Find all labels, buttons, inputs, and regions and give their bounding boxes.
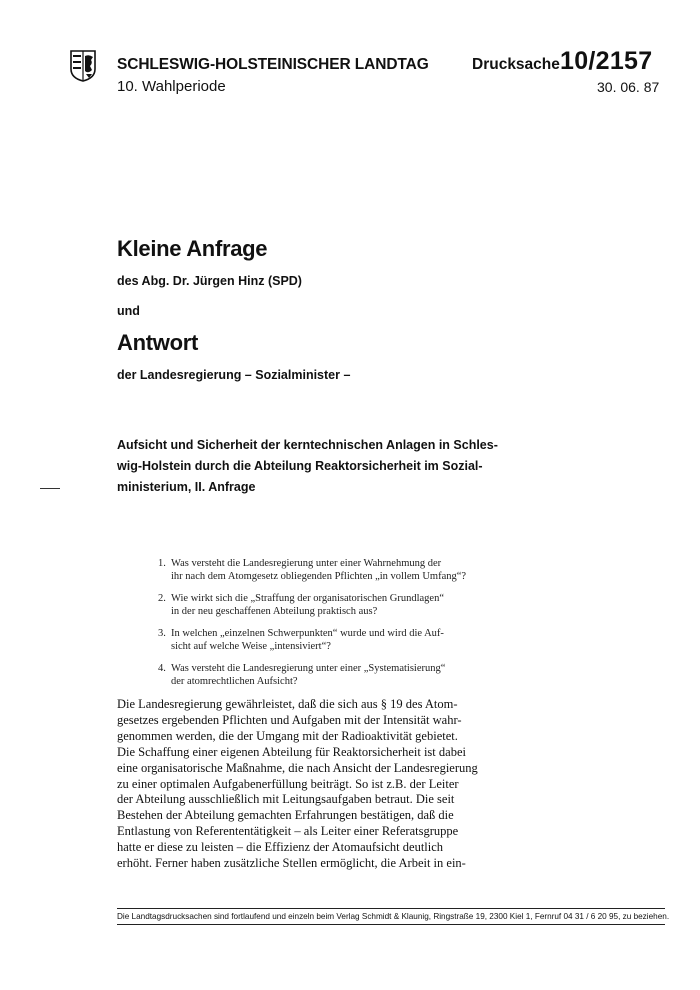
- answer-line: Entlastung von Referententätigkeit – als Leiter einer Referatsgruppe: [117, 824, 459, 839]
- footer-rule-bottom: [117, 924, 665, 925]
- question-item: [158, 593, 478, 618]
- footer-rule-top: [117, 908, 665, 909]
- question-line: ihr nach dem Atomgesetz obliegenden Pflichten „in vollem Umfang“?: [171, 570, 467, 582]
- question-line: In welchen „einzelnen Schwerpunkten“ wurde und wird die Auf-: [171, 628, 444, 639]
- organization-name: SCHLESWIG-HOLSTEINISCHER LANDTAG: [117, 56, 429, 73]
- heading-antwort: Antwort: [117, 330, 198, 355]
- question-item: [158, 628, 478, 653]
- question-line: Wie wirkt sich die „Straffung der organisatorischen Grundlagen“: [171, 593, 444, 604]
- question-number: 3.: [158, 628, 166, 639]
- margin-mark: [40, 488, 60, 489]
- question-line: der atomrechtlichen Aufsicht?: [171, 675, 298, 687]
- question-line: Was versteht die Landesregierung unter einer „Systematisierung“: [171, 663, 446, 674]
- inquirer-line: des Abg. Dr. Jürgen Hinz (SPD): [117, 274, 302, 288]
- drucksache-number: 10/2157: [560, 47, 653, 75]
- answer-line: erhöht. Ferner haben zusätzliche Stellen ermöglicht, die Arbeit in ein-: [117, 856, 466, 871]
- subject-block: [117, 435, 498, 498]
- question-number: 2.: [158, 593, 166, 604]
- answer-line: zu einer optimalen Aufgabenerfüllung beiträgt. So ist z.B. der Leiter: [117, 776, 459, 791]
- answer-line: der Abteilung ausschließlich mit Leitungsaufgaben betraut. Die seit: [117, 792, 455, 807]
- answer-line: gesetzes ergebenden Pflichten und Aufgaben mit der Intensität wahr-: [117, 712, 462, 727]
- question-line: sicht auf welche Weise „intensiviert“?: [171, 640, 331, 652]
- heading-kleine-anfrage: Kleine Anfrage: [117, 236, 268, 261]
- question-item: [158, 558, 478, 583]
- government-line: der Landesregierung – Sozialminister –: [117, 368, 351, 382]
- footer-note: Die Landtagsdrucksachen sind fortlaufend und einzeln beim Verlag Schmidt & Klaunig, Ringstraße 19, 2300 Kiel 1, Fernruf 04 31 / 6 20 95, zu beziehen.: [117, 912, 670, 921]
- election-period: 10. Wahlperiode: [117, 78, 226, 95]
- question-item: [158, 663, 478, 688]
- document-date: 30. 06. 87: [597, 79, 660, 95]
- answer-line: genommen werden, die der Umgang mit der Radioaktivität gebietet.: [117, 728, 458, 743]
- question-line: in der neu geschaffenen Abteilung praktisch aus?: [171, 605, 378, 617]
- drucksache-label: Drucksache: [472, 56, 560, 73]
- question-number: 4.: [158, 663, 166, 674]
- answer-line: eine organisatorische Maßnahme, die nach Ansicht der Landesregierung: [117, 760, 478, 775]
- answer-text: [117, 697, 478, 872]
- answer-line: Die Schaffung einer eigenen Abteilung für Reaktorsicherheit ist dabei: [117, 744, 466, 759]
- answer-line: hatte er diese zu leisten – die Effizienz der Atomaufsicht deutlich: [117, 840, 444, 855]
- question-list: [158, 558, 478, 698]
- question-line: Was versteht die Landesregierung unter einer Wahrnehmung der: [171, 558, 442, 569]
- und-line: und: [117, 304, 140, 318]
- subject-line: Aufsicht und Sicherheit der kerntechnischen Anlagen in Schles-: [117, 438, 498, 452]
- coat-of-arms-icon: [70, 50, 96, 82]
- answer-line: Die Landesregierung gewährleistet, daß die sich aus § 19 des Atom-: [117, 697, 458, 711]
- subject-line: wig-Holstein durch die Abteilung Reaktorsicherheit im Sozial-: [117, 459, 483, 473]
- answer-line: Bestehen der Abteilung gemachten Erfahrungen bestätigen, daß die: [117, 808, 454, 823]
- subject-line: ministerium, II. Anfrage: [117, 480, 256, 494]
- question-number: 1.: [158, 558, 166, 569]
